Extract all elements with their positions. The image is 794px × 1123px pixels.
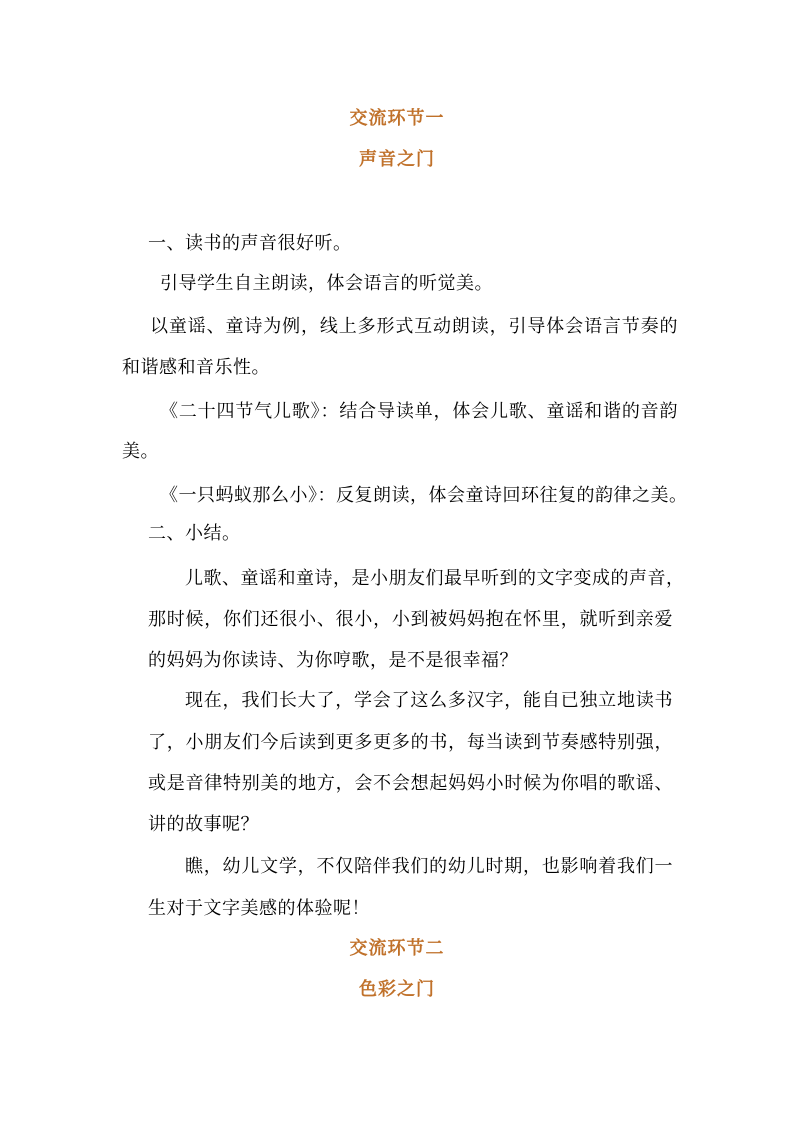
summary-paragraph-3-line-1: 瞧，幼儿文学，不仅陪伴我们的幼儿时期，也影响着我们一 <box>185 856 673 877</box>
summary-paragraph-2-line-3: 或是音律特别美的地方，会不会想起妈妈小时候为你唱的歌谣、 <box>148 773 673 794</box>
item-1-line-3b: 美。 <box>122 441 159 462</box>
item-1-line-4: 《一只蚂蚁那么小》：反复朗读，体会童诗回环往复的韵律之美。 <box>160 485 688 506</box>
summary-paragraph-1-line-1: 儿歌、童谣和童诗，是小朋友们最早听到的文字变成的声音， <box>185 568 685 589</box>
item-1-line-1: 引导学生自主朗读，体会语言的听觉美。 <box>160 273 493 294</box>
section-2-subtitle: 色彩之门 <box>359 979 435 1000</box>
section-1-subtitle: 声音之门 <box>359 149 435 170</box>
item-1-heading: 一、读书的声音很好听。 <box>148 233 352 254</box>
summary-paragraph-2-line-4: 讲的故事呢？ <box>148 814 259 835</box>
summary-paragraph-1-line-3: 的妈妈为你读诗、为你哼歌，是不是很幸福？ <box>148 650 518 671</box>
item-1-line-3a: 《二十四节气儿歌》：结合导读单，体会儿歌、童谣和谐的音韵 <box>160 401 678 422</box>
section-1-title: 交流环节一 <box>349 108 445 129</box>
item-1-line-2b: 和谐感和音乐性。 <box>122 357 270 378</box>
item-1-line-2a: 以童谣、童诗为例，线上多形式互动朗读，引导体会语言节奏的 <box>150 316 678 337</box>
summary-paragraph-3-line-2: 生对于文字美感的体验呢！ <box>148 898 370 919</box>
section-2-title: 交流环节二 <box>349 938 445 959</box>
summary-paragraph-2-line-2: 了，小朋友们今后读到更多更多的书，每当读到节奏感特别强， <box>148 732 673 753</box>
item-2-heading: 二、小结。 <box>148 523 241 544</box>
summary-paragraph-1-line-2: 那时候，你们还很小、很小，小到被妈妈抱在怀里，就听到亲爱 <box>148 609 673 630</box>
summary-paragraph-2-line-1: 现在，我们长大了，学会了这么多汉字，能自已独立地读书 <box>185 690 673 711</box>
